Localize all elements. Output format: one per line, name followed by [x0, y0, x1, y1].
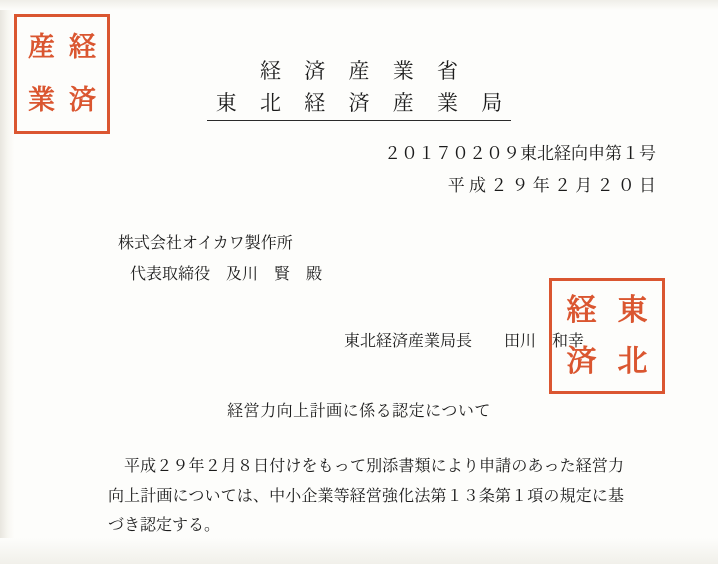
seal-char: 東 — [617, 292, 648, 328]
addressee-person: 代表取締役 及川 賢 殿 — [130, 266, 323, 284]
seal-char: 経 — [69, 32, 96, 63]
issuer-bureau: 東 北 経 済 産 業 局 — [207, 88, 512, 120]
paper-edge-bottom — [0, 538, 718, 564]
document-meta — [384, 138, 656, 203]
paper-edge-top — [0, 0, 718, 10]
bureau-director-seal — [549, 278, 665, 394]
document-date: 平 成 ２ ９ 年 ２ 月 ２ ０ 日 — [447, 176, 656, 196]
seal-char: 産 — [28, 32, 55, 63]
signer: 東北経済産業局長 田川 和幸 — [344, 333, 585, 350]
document-title: 経営力向上計画に係る認定について — [227, 403, 491, 420]
seal-char: 経 — [566, 292, 597, 328]
seal-char: 業 — [28, 85, 55, 116]
issuer-ministry: 経 済 産 業 省 — [260, 59, 467, 83]
seal-char: 北 — [617, 343, 648, 379]
seal-char: 済 — [566, 343, 597, 379]
document-body — [108, 452, 624, 541]
body-paragraph: 平成２９年２月８日付けをもって別添書類により申請のあった経営力向上計画については、中小企業等経営強化法第１３条第１項の規定に基づき認定する。 — [108, 458, 624, 535]
addressee — [118, 228, 322, 290]
seal-char: 済 — [69, 85, 96, 116]
issuer-heading — [0, 56, 718, 121]
addressee-company: 株式会社オイカワ製作所 — [118, 235, 293, 252]
document-number: ２０１７０２０９東北経向申第１号 — [384, 144, 656, 163]
